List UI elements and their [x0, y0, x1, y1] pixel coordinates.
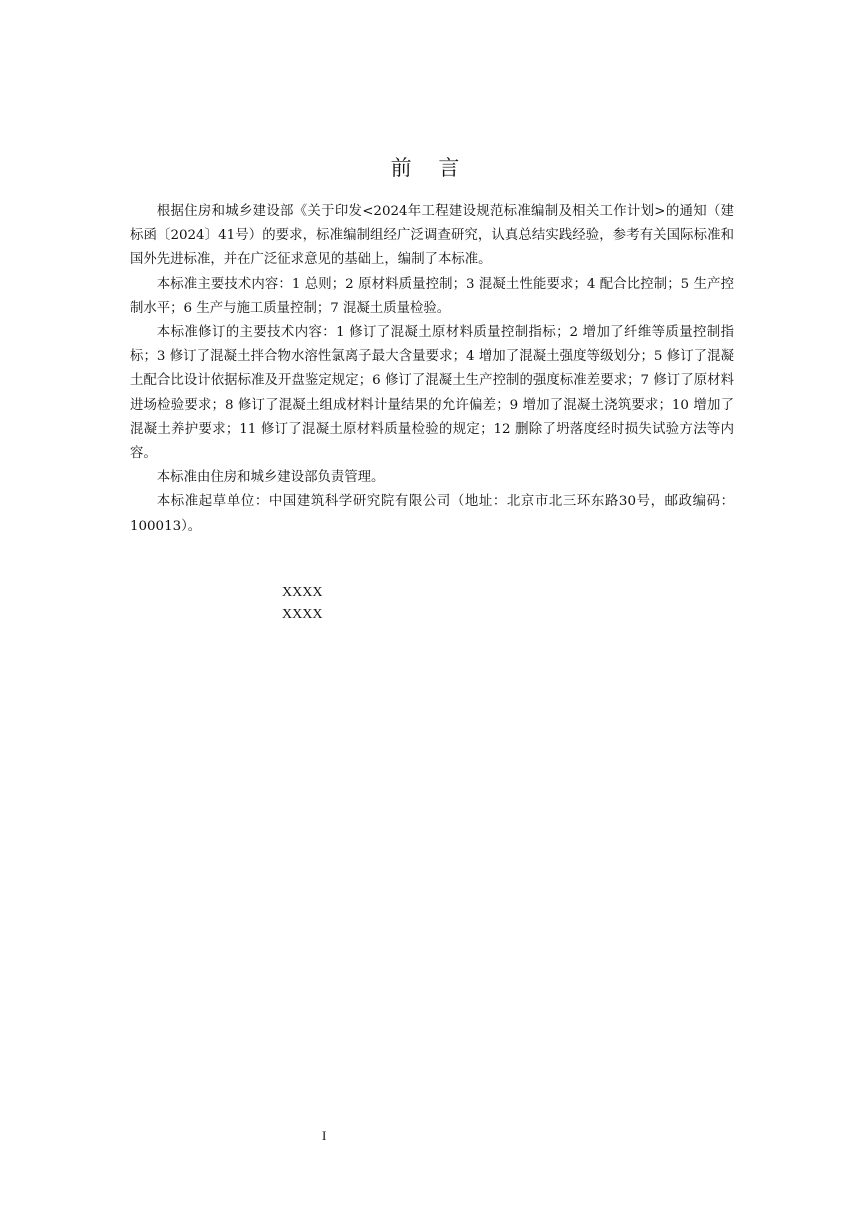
preface-body [130, 200, 734, 539]
paragraph-revision-content: 本标准修订的主要技术内容：1 修订了混凝土原材料质量控制指标；2 增加了纤维等质量控制指标；3 修订了混凝土拌合物水溶性氯离子最大含量要求；4 增加了混凝土强度等级划分；5 修订了混凝土配合比设计依据标准及开盘鉴定规定；6 修订了混凝土生产控制的强度标准差要求；7 修订了原材料进场检验要求；8 修订了混凝土组成材料计量结果的允许偏差；9 增加了混凝土浇筑要求；10 增加了混凝土养护要求；11 修订了混凝土原材料质量检验的规定；12 删除了坍落度经时损失试验方法等内容。 [130, 325, 734, 462]
signatory-2: XXXX [282, 607, 323, 622]
paragraph-plan-notice: 根据住房和城乡建设部《关于印发<2024年工程建设规范标准编制及相关工作计划>的通知（建标函〔2024〕41号）的要求，标准编制组经广泛调查研究，认真总结实践经验，参考有关国际标准和国外先进标准，并在广泛征求意见的基础上，编制了本标准。 [130, 204, 734, 268]
paragraph-main-content: 本标准主要技术内容：1 总则；2 原材料质量控制；3 混凝土性能要求；4 配合比控制；5 生产控制水平；6 生产与施工质量控制；7 混凝土质量检验。 [130, 276, 734, 316]
page-number: I [322, 1128, 327, 1143]
page-title: 前 言 [390, 156, 470, 180]
signatory-1: XXXX [282, 585, 323, 600]
paragraph-drafting-unit: 本标准起草单位：中国建筑科学研究院有限公司（地址：北京市北三环东路30号，邮政编码：100013）。 [130, 494, 734, 534]
paragraph-management: 本标准由住房和城乡建设部负责管理。 [156, 470, 385, 486]
